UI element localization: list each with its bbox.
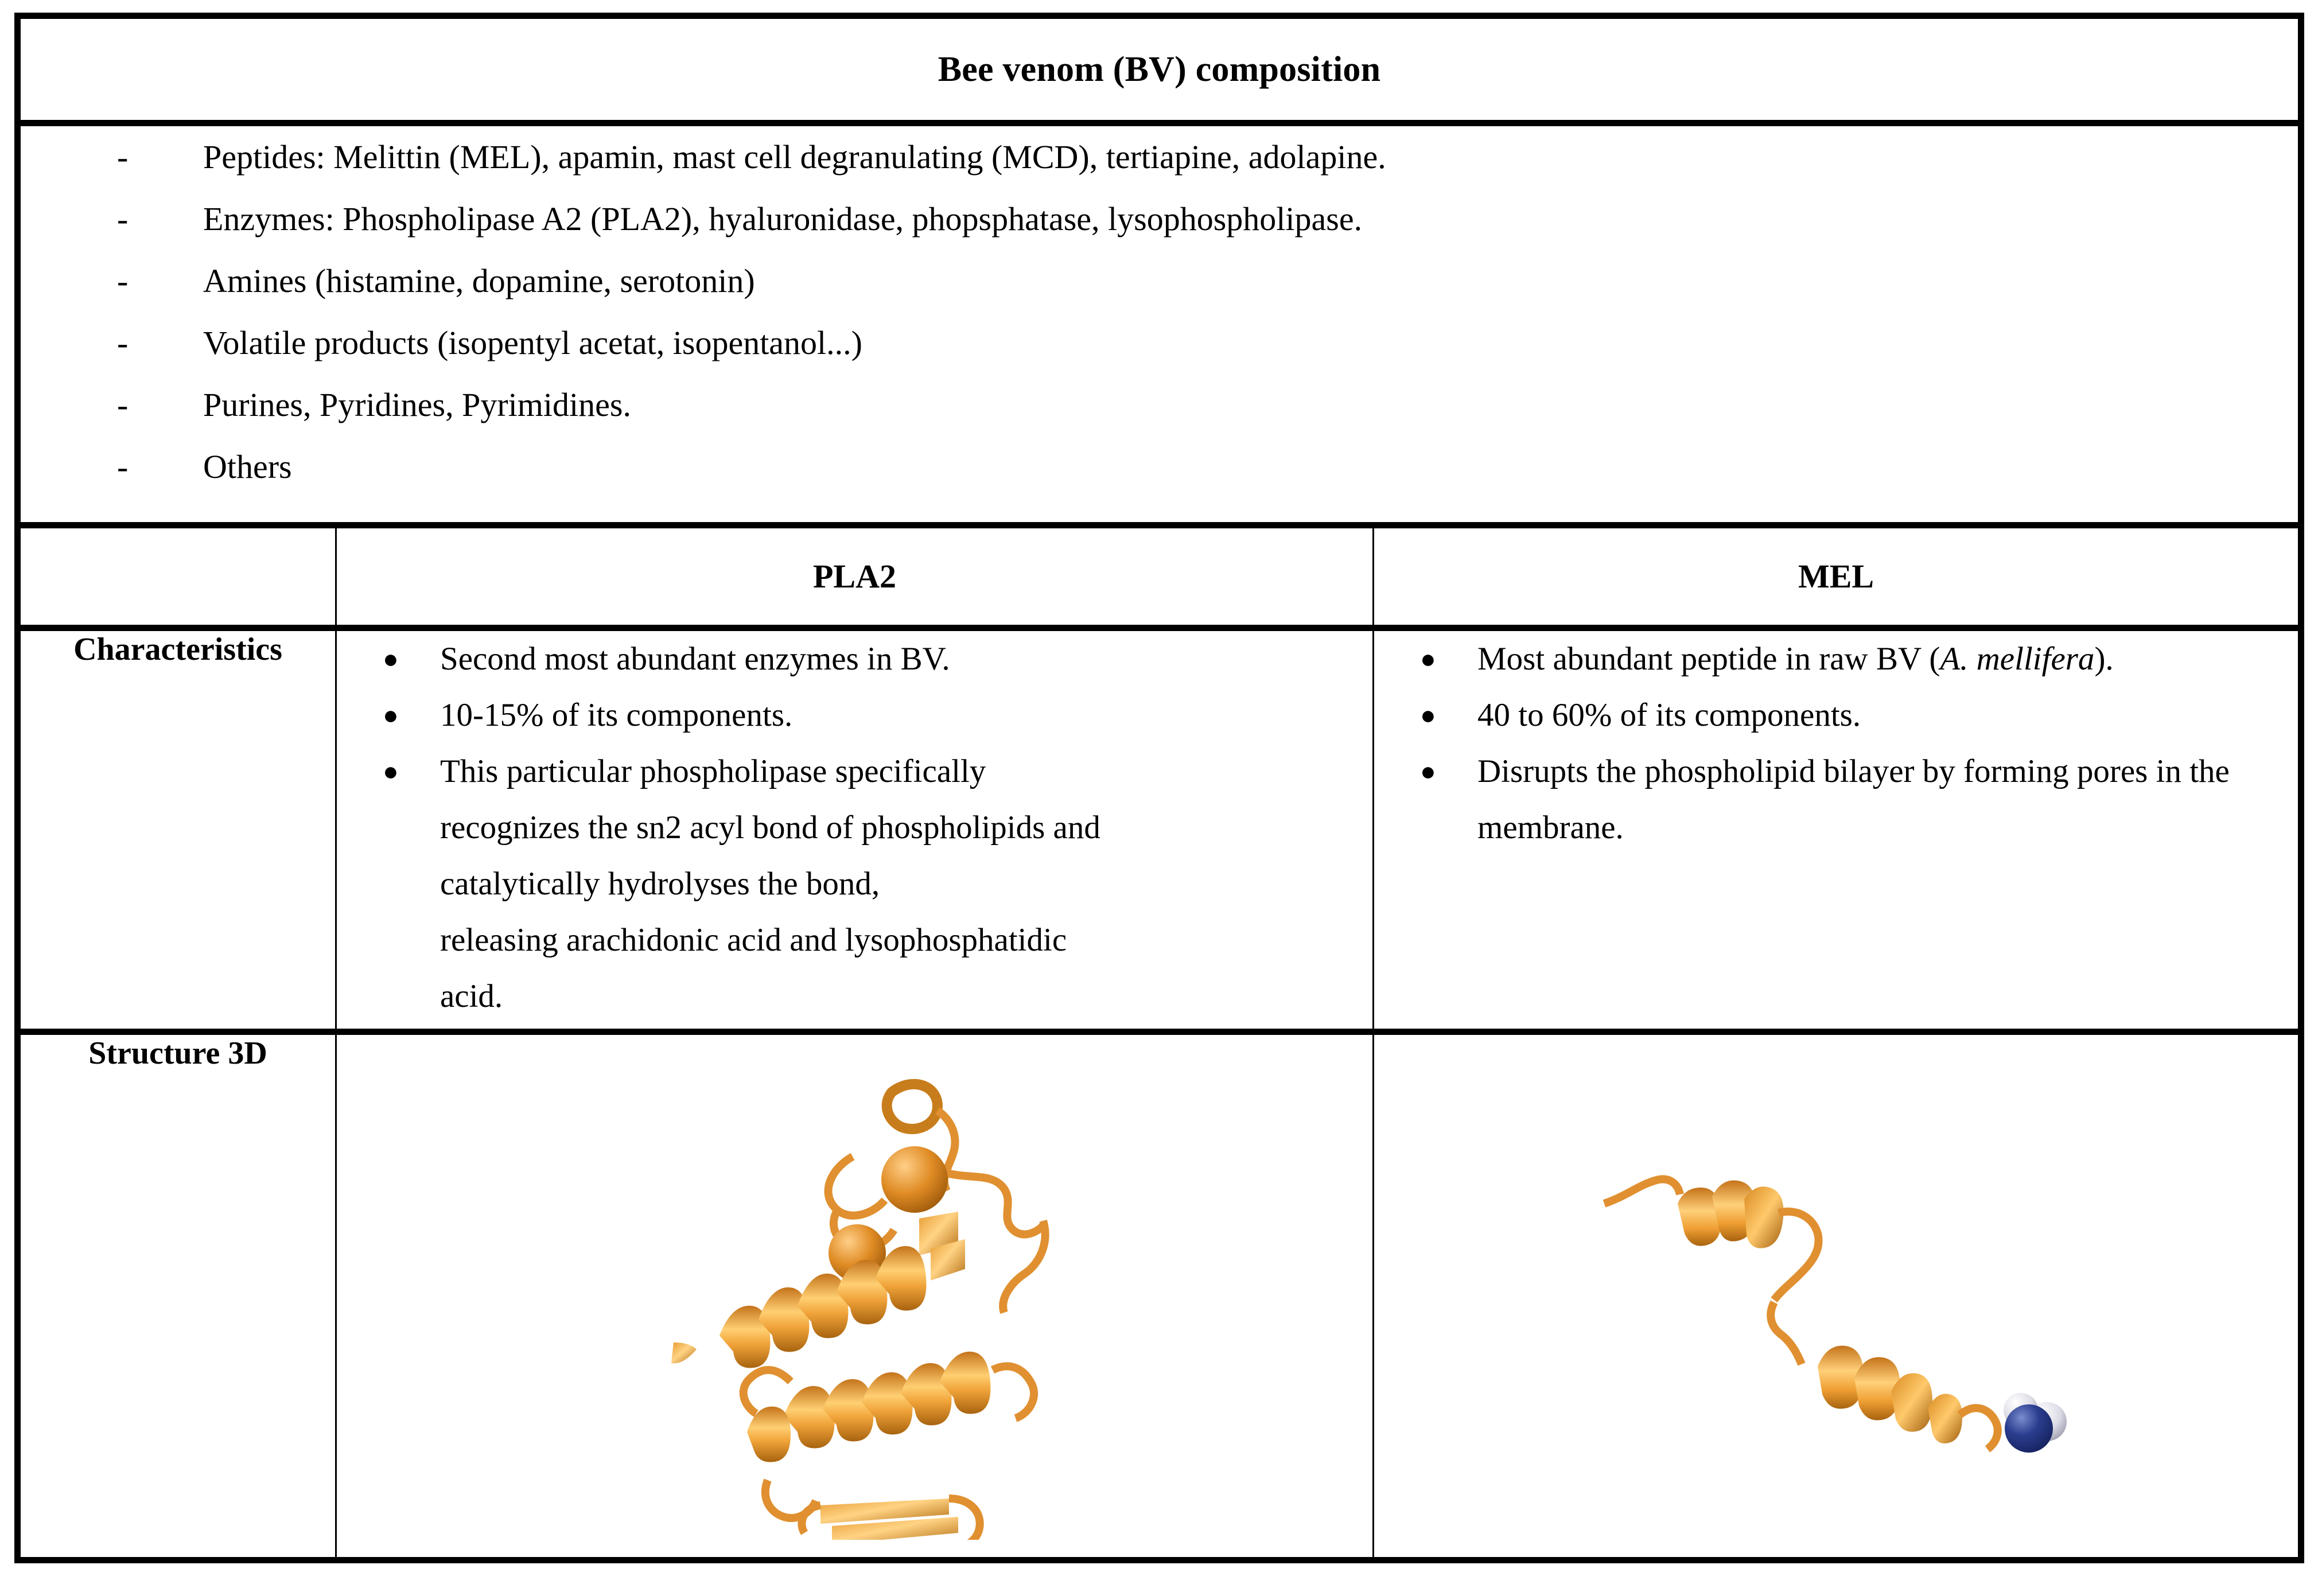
- list-item: [1374, 743, 2298, 856]
- alpha-helix-lower-mel: [1818, 1346, 1962, 1443]
- structure-mel-image-holder: [1374, 1035, 2298, 1551]
- table-row-structure-3d: [18, 1032, 2301, 1560]
- pla2-continuation-line: releasing arachidonic acid and lysophosphatidic: [440, 922, 1067, 958]
- list-item: [21, 188, 2298, 250]
- alpha-helix-lower: [747, 1352, 990, 1462]
- dash-marker-icon: -: [117, 138, 129, 176]
- bullet-dot-icon: ●: [1420, 700, 1436, 730]
- column-header-pla2: [336, 525, 1374, 628]
- page-title: Bee venom (BV) composition: [938, 50, 1381, 89]
- coil-segment: [828, 1157, 884, 1216]
- characteristics-mel-cell: [1374, 628, 2301, 1032]
- list-item-label: 40 to 60% of its components.: [1477, 697, 1861, 733]
- structure-mel-cell: [1374, 1032, 2301, 1560]
- list-item: [21, 126, 2298, 188]
- list-item-label: Second most abundant enzymes in BV.: [440, 641, 950, 677]
- column-header-mel-label: MEL: [1798, 558, 1874, 595]
- list-item-label: Others: [203, 448, 292, 485]
- table-row-column-headers: [18, 525, 2301, 628]
- bullet-dot-icon: ●: [383, 644, 399, 674]
- list-item: [21, 436, 2298, 498]
- dash-marker-icon: -: [117, 386, 129, 423]
- list-item-label-prefix: Most abundant peptide in raw BV (: [1477, 641, 1940, 677]
- table-row-characteristics: [18, 628, 2301, 1032]
- pla2-continuation-line: catalytically hydrolyses the bond,: [440, 866, 880, 902]
- species-name-italic: A. mellifera: [1940, 641, 2095, 677]
- list-item-label: Disrupts the phospholipid bilayer by forming pores in the membrane.: [1477, 753, 2230, 846]
- list-item: [337, 743, 1372, 800]
- characteristics-pla2-cell: [336, 628, 1374, 1032]
- coil-segment: [886, 1084, 937, 1129]
- dash-marker-icon: -: [117, 324, 129, 361]
- coil-segment: [1604, 1179, 1680, 1204]
- row-label-characteristics: [18, 628, 336, 1032]
- column-header-mel: [1374, 525, 2301, 628]
- dash-marker-icon: -: [117, 200, 129, 238]
- table-row-title: [18, 16, 2301, 123]
- beta-hairpin-bottom: [802, 1498, 979, 1540]
- list-item: [1374, 687, 2298, 743]
- list-item: [21, 312, 2298, 374]
- bee-venom-table: [14, 13, 2304, 1563]
- melittin-ribbon-structure-icon: [1584, 1132, 2088, 1454]
- list-item-label-suffix: ).: [2094, 641, 2114, 677]
- coil-segment: [993, 1367, 1034, 1418]
- row-label-structure-3d-text: Structure 3D: [88, 1036, 267, 1071]
- structure-pla2-cell: [336, 1032, 1374, 1560]
- bullet-dot-icon: ●: [1420, 644, 1436, 674]
- coil-segment: [743, 1370, 790, 1414]
- dash-marker-icon: -: [117, 262, 129, 299]
- list-item: [21, 374, 2298, 436]
- pla2-continuation-line: acid.: [440, 978, 503, 1014]
- list-item-label: Enzymes: Phospholipase A2 (PLA2), hyaluronidase, phopsphatase, lysophospholipase.: [203, 200, 1363, 238]
- column-header-corner: [18, 525, 336, 628]
- composition-cell: [18, 123, 2301, 525]
- pla2-bullet-list: [337, 631, 1372, 800]
- list-item-label: 10-15% of its components.: [440, 697, 793, 733]
- list-item-label: This particular phospholipase specifically: [440, 753, 986, 789]
- bullet-dot-icon: ●: [383, 700, 399, 730]
- bee-venom-table-container: [14, 13, 2298, 1563]
- list-item-label: Peptides: Melittin (MEL), apamin, mast cell degranulating (MCD), tertiapine, adolapine.: [203, 138, 1386, 176]
- list-item: [1374, 631, 2298, 687]
- alpha-helix-upper-mel: [1678, 1181, 1784, 1248]
- coil-segment: [944, 1173, 1045, 1235]
- dash-marker-icon: -: [117, 448, 129, 485]
- list-item: [337, 631, 1372, 687]
- column-header-pla2-label: PLA2: [813, 558, 896, 595]
- structure-pla2-image-holder: [337, 1035, 1372, 1551]
- list-item: [21, 250, 2298, 312]
- mel-bullet-list: [1374, 631, 2298, 856]
- bullet-dot-icon: ●: [1420, 757, 1436, 786]
- composition-list: [21, 126, 2298, 498]
- coil-segment: [1960, 1408, 1998, 1449]
- coil-segment: [1771, 1302, 1802, 1364]
- list-item-label: Amines (histamine, dopamine, serotonin): [203, 262, 755, 299]
- nitrogen-atom-icon: [2005, 1404, 2053, 1453]
- pla2-continuation-line: recognizes the sn2 acyl bond of phospholipids and: [440, 809, 1100, 846]
- calcium-sphere-icon: [881, 1146, 948, 1213]
- list-item-label: Volatile products (isopentyl acetat, isopentanol...): [203, 324, 862, 361]
- list-item: [337, 687, 1372, 743]
- title-cell: [18, 16, 2301, 123]
- row-label-characteristics-text: Characteristics: [73, 632, 282, 667]
- table-row-composition: [18, 123, 2301, 525]
- bullet-dot-icon: ●: [383, 757, 399, 786]
- pla2-ribbon-structure-icon: [648, 1046, 1061, 1540]
- alpha-helix-upper: [671, 1246, 926, 1368]
- row-label-structure-3d: [18, 1032, 336, 1560]
- list-item-label: Purines, Pyridines, Pyrimidines.: [203, 386, 631, 423]
